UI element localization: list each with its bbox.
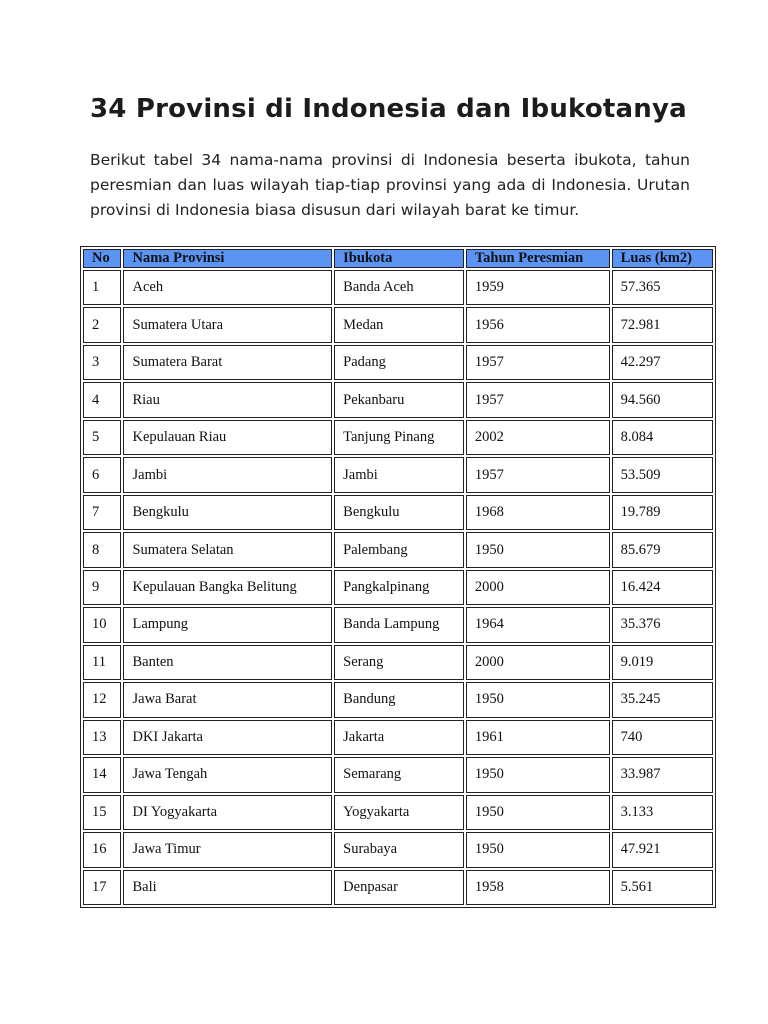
cell-tahun-peresmian: 2000 bbox=[466, 645, 610, 680]
table-row bbox=[83, 682, 713, 717]
cell-ibukota: Bengkulu bbox=[334, 495, 464, 530]
cell-ibukota: Tanjung Pinang bbox=[334, 420, 464, 455]
cell-nama-provinsi: Bengkulu bbox=[123, 495, 332, 530]
cell-tahun-peresmian: 1950 bbox=[466, 532, 610, 567]
cell-nama-provinsi: Bali bbox=[123, 870, 332, 906]
table-row bbox=[83, 270, 713, 305]
cell-tahun-peresmian: 1959 bbox=[466, 270, 610, 305]
cell-nama-provinsi: Aceh bbox=[123, 270, 332, 305]
cell-luas: 85.679 bbox=[612, 532, 713, 567]
table-row bbox=[83, 532, 713, 567]
table-body bbox=[83, 270, 713, 905]
header-ibukota: Ibukota bbox=[334, 249, 464, 268]
cell-luas: 19.789 bbox=[612, 495, 713, 530]
cell-tahun-peresmian: 1950 bbox=[466, 682, 610, 717]
cell-no: 6 bbox=[83, 457, 121, 492]
cell-tahun-peresmian: 1950 bbox=[466, 757, 610, 792]
cell-luas: 33.987 bbox=[612, 757, 713, 792]
cell-no: 5 bbox=[83, 420, 121, 455]
cell-tahun-peresmian: 1950 bbox=[466, 832, 610, 867]
cell-ibukota: Serang bbox=[334, 645, 464, 680]
header-luas: Luas (km2) bbox=[612, 249, 713, 268]
table-row bbox=[83, 420, 713, 455]
cell-ibukota: Semarang bbox=[334, 757, 464, 792]
cell-luas: 9.019 bbox=[612, 645, 713, 680]
cell-luas: 16.424 bbox=[612, 570, 713, 605]
cell-ibukota: Palembang bbox=[334, 532, 464, 567]
cell-nama-provinsi: Sumatera Selatan bbox=[123, 532, 332, 567]
cell-luas: 740 bbox=[612, 720, 713, 755]
cell-ibukota: Pangkalpinang bbox=[334, 570, 464, 605]
cell-luas: 94.560 bbox=[612, 382, 713, 417]
cell-ibukota: Banda Aceh bbox=[334, 270, 464, 305]
cell-tahun-peresmian: 1956 bbox=[466, 307, 610, 342]
table-row bbox=[83, 495, 713, 530]
cell-luas: 72.981 bbox=[612, 307, 713, 342]
cell-no: 4 bbox=[83, 382, 121, 417]
cell-ibukota: Pekanbaru bbox=[334, 382, 464, 417]
cell-no: 2 bbox=[83, 307, 121, 342]
cell-no: 12 bbox=[83, 682, 121, 717]
table-row bbox=[83, 457, 713, 492]
table-row bbox=[83, 757, 713, 792]
table-row bbox=[83, 645, 713, 680]
header-tahun-peresmian: Tahun Peresmian bbox=[466, 249, 610, 268]
cell-luas: 35.245 bbox=[612, 682, 713, 717]
cell-luas: 3.133 bbox=[612, 795, 713, 830]
cell-nama-provinsi: Riau bbox=[123, 382, 332, 417]
table-row bbox=[83, 307, 713, 342]
cell-no: 11 bbox=[83, 645, 121, 680]
cell-ibukota: Yogyakarta bbox=[334, 795, 464, 830]
cell-tahun-peresmian: 1964 bbox=[466, 607, 610, 642]
table-row bbox=[83, 832, 713, 867]
cell-ibukota: Padang bbox=[334, 345, 464, 380]
cell-luas: 42.297 bbox=[612, 345, 713, 380]
cell-no: 14 bbox=[83, 757, 121, 792]
cell-tahun-peresmian: 2002 bbox=[466, 420, 610, 455]
cell-ibukota: Jambi bbox=[334, 457, 464, 492]
cell-no: 15 bbox=[83, 795, 121, 830]
province-table-container bbox=[80, 246, 716, 908]
cell-luas: 8.084 bbox=[612, 420, 713, 455]
cell-ibukota: Banda Lampung bbox=[334, 607, 464, 642]
cell-tahun-peresmian: 1957 bbox=[466, 457, 610, 492]
cell-no: 17 bbox=[83, 870, 121, 906]
cell-nama-provinsi: Jambi bbox=[123, 457, 332, 492]
cell-luas: 5.561 bbox=[612, 870, 713, 906]
cell-nama-provinsi: Kepulauan Riau bbox=[123, 420, 332, 455]
cell-ibukota: Surabaya bbox=[334, 832, 464, 867]
intro-paragraph: Berikut tabel 34 nama-nama provinsi di Indonesia beserta ibukota, tahun peresmian dan luas wilayah tiap-tiap provinsi yang ada di Indonesia. Urutan provinsi di Indonesia biasa disusun dari wilayah barat ke timur. bbox=[90, 151, 690, 219]
cell-tahun-peresmian: 1957 bbox=[466, 382, 610, 417]
cell-nama-provinsi: Sumatera Barat bbox=[123, 345, 332, 380]
cell-no: 7 bbox=[83, 495, 121, 530]
page-title: 34 Provinsi di Indonesia dan Ibukotanya bbox=[90, 94, 687, 124]
cell-luas: 53.509 bbox=[612, 457, 713, 492]
cell-no: 9 bbox=[83, 570, 121, 605]
province-table bbox=[80, 246, 716, 908]
cell-ibukota: Jakarta bbox=[334, 720, 464, 755]
cell-no: 16 bbox=[83, 832, 121, 867]
cell-ibukota: Medan bbox=[334, 307, 464, 342]
cell-nama-provinsi: Jawa Timur bbox=[123, 832, 332, 867]
cell-nama-provinsi: DI Yogyakarta bbox=[123, 795, 332, 830]
cell-tahun-peresmian: 1950 bbox=[466, 795, 610, 830]
cell-nama-provinsi: Banten bbox=[123, 645, 332, 680]
cell-nama-provinsi: DKI Jakarta bbox=[123, 720, 332, 755]
cell-nama-provinsi: Sumatera Utara bbox=[123, 307, 332, 342]
cell-tahun-peresmian: 1968 bbox=[466, 495, 610, 530]
table-row bbox=[83, 570, 713, 605]
cell-ibukota: Bandung bbox=[334, 682, 464, 717]
table-row bbox=[83, 382, 713, 417]
cell-nama-provinsi: Jawa Barat bbox=[123, 682, 332, 717]
cell-ibukota: Denpasar bbox=[334, 870, 464, 906]
cell-tahun-peresmian: 1958 bbox=[466, 870, 610, 906]
cell-tahun-peresmian: 2000 bbox=[466, 570, 610, 605]
header-no: No bbox=[83, 249, 121, 268]
table-row bbox=[83, 795, 713, 830]
cell-tahun-peresmian: 1957 bbox=[466, 345, 610, 380]
cell-luas: 47.921 bbox=[612, 832, 713, 867]
cell-luas: 35.376 bbox=[612, 607, 713, 642]
cell-nama-provinsi: Jawa Tengah bbox=[123, 757, 332, 792]
cell-tahun-peresmian: 1961 bbox=[466, 720, 610, 755]
table-row bbox=[83, 345, 713, 380]
table-row bbox=[83, 870, 713, 906]
cell-no: 10 bbox=[83, 607, 121, 642]
table-row bbox=[83, 720, 713, 755]
table-row bbox=[83, 607, 713, 642]
cell-no: 3 bbox=[83, 345, 121, 380]
cell-nama-provinsi: Lampung bbox=[123, 607, 332, 642]
cell-no: 13 bbox=[83, 720, 121, 755]
cell-no: 8 bbox=[83, 532, 121, 567]
header-nama-provinsi: Nama Provinsi bbox=[123, 249, 332, 268]
cell-nama-provinsi: Kepulauan Bangka Belitung bbox=[123, 570, 332, 605]
table-header-row bbox=[83, 249, 713, 268]
cell-no: 1 bbox=[83, 270, 121, 305]
cell-luas: 57.365 bbox=[612, 270, 713, 305]
